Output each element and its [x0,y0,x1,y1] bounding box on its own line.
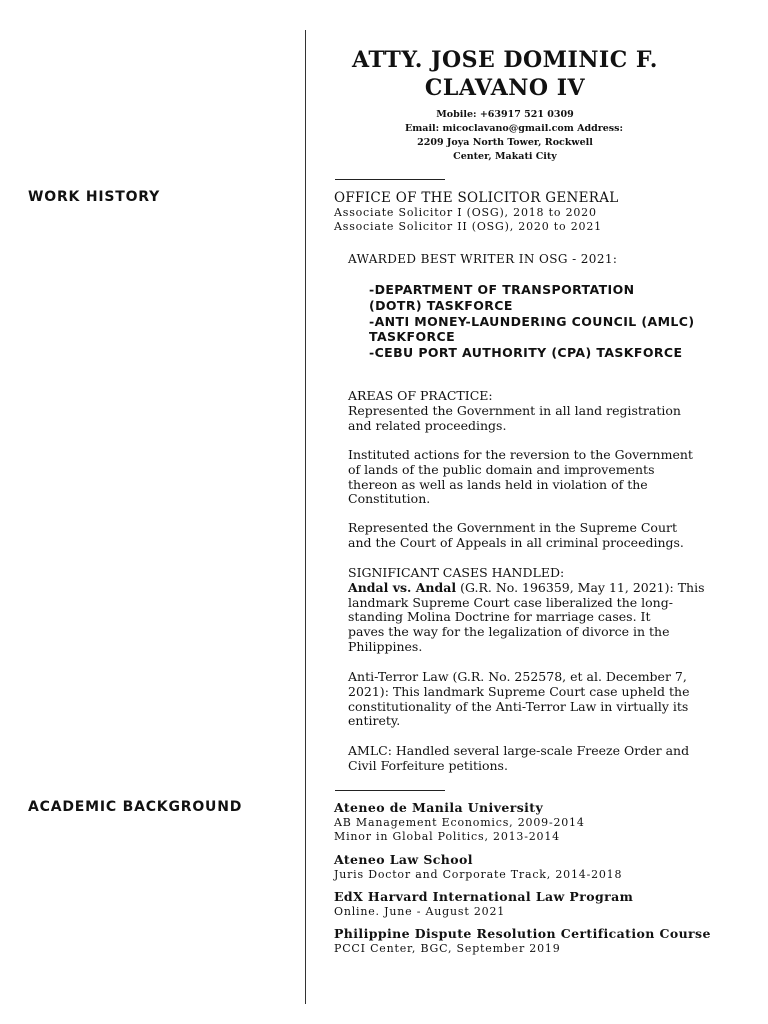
taskforce-list [369,282,694,361]
name-line-2: CLAVANO IV [424,75,586,101]
header-divider [335,179,445,180]
education-item [334,800,754,844]
school-name: Ateneo de Manila University [334,800,544,815]
office-name: OFFICE OF THE SOLICITOR GENERAL [334,190,619,206]
role-1: Associate Solicitor I (OSG), 2018 to 2020 [334,206,597,219]
practice-block-2 [348,448,748,507]
case-text: AMLC: Handled several large-scale Freeze Order and [348,743,690,758]
case-2-block [348,670,748,729]
taskforce-line: -CEBU PORT AUTHORITY (CPA) TASKFORCE [369,345,683,361]
case-text: paves the way for the legalization of divorce in the [348,624,670,640]
education-item [334,926,754,956]
case-text: constitutionality of the Anti-Terror Law in virtually its [348,698,689,714]
contact-address-2: Center, Makati City [453,151,557,162]
practice-text: Represented the Government in the Supreme Court [348,520,677,535]
practice-block [348,389,748,433]
education-item [334,852,754,882]
case-text: Philippines. [348,638,423,654]
school-name: Philippine Dispute Resolution Certification Course [334,926,711,941]
section-academic-background: ACADEMIC BACKGROUND [28,799,243,815]
practice-text: Instituted actions for the reversion to the Government [348,447,693,462]
practice-text: and the Court of Appeals in all criminal proceedings. [348,534,684,550]
contact-email: Email: micoclavano@gmail.com Address: [405,123,623,134]
school-detail: Juris Doctor and Corporate Track, 2014-2018 [334,868,623,881]
case-text: Civil Forfeiture petitions. [348,757,508,773]
school-detail: PCCI Center, BGC, September 2019 [334,942,561,955]
case-1-first-line [348,581,748,596]
case-text: Anti-Terror Law (G.R. No. 252578, et al. December 7, [348,669,687,684]
case-text: standing Molina Doctrine for marriage cases. It [348,609,651,625]
contact-address-1: 2209 Joya North Tower, Rockwell [417,137,593,148]
case-text: entirety. [348,713,401,729]
case-text: 2021): This landmark Supreme Court case upheld the [348,683,690,699]
practice-block-3 [348,521,748,551]
section-work-history: WORK HISTORY [28,189,161,205]
practice-text: of lands of the public domain and improvements [348,461,655,477]
case-1-name: Andal vs. Andal [348,579,457,595]
practice-text: and related proceedings. [348,417,507,433]
practice-text: thereon as well as lands held in violation of the [348,476,648,492]
school-detail: AB Management Economics, 2009-2014 [334,816,585,829]
school-name: EdX Harvard International Law Program [334,889,634,904]
name-line-1: ATTY. JOSE DOMINIC F. [352,47,658,73]
practice-text: Represented the Government in all land registration [348,402,681,418]
column-divider [305,30,306,1004]
taskforce-line: -ANTI MONEY-LAUNDERING COUNCIL (AMLC) [369,313,695,329]
cases-block [348,566,748,655]
case-1-citation: (G.R. No. 196359, May 11, 2021): This [456,579,705,595]
school-detail: Online. June - August 2021 [334,905,506,918]
taskforce-line: (DOTR) TASKFORCE [369,297,513,313]
practice-heading: AREAS OF PRACTICE: [348,388,493,403]
section-divider [335,790,445,791]
cases-heading: SIGNIFICANT CASES HANDLED: [348,565,565,580]
award-heading: AWARDED BEST WRITER IN OSG - 2021: [348,252,618,266]
taskforce-line: TASKFORCE [369,329,456,345]
education-item [334,889,754,919]
practice-text: Constitution. [348,491,431,507]
contact-block [405,108,623,164]
school-detail: Minor in Global Politics, 2013-2014 [334,830,560,843]
education-list [334,800,754,956]
taskforce-line: -DEPARTMENT OF TRANSPORTATION [369,282,635,297]
contact-mobile: Mobile: +63917 521 0309 [436,109,574,120]
resume-name [330,46,680,102]
case-3-block [348,744,748,774]
school-name: Ateneo Law School [334,852,473,867]
role-2: Associate Solicitor II (OSG), 2020 to 2021 [334,220,602,233]
case-text: landmark Supreme Court case liberalized the long- [348,594,673,610]
work-office [334,190,619,234]
